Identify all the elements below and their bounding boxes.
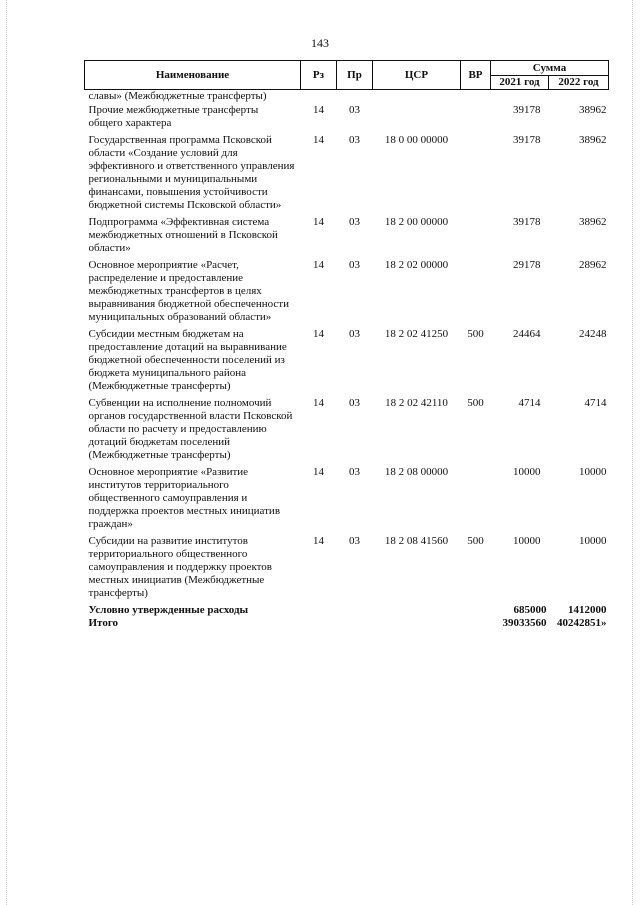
row-sum-2022: 10000 [579, 535, 607, 547]
row-csr: 18 2 08 41560 [384, 535, 449, 547]
table-row [85, 104, 609, 134]
row-rz: 14 [313, 535, 324, 547]
row-name: Субсидии на развитие институтов территориального общественного самоуправления и поддержку проектов местных инициатив (Межбюджетные трансферты) [88, 535, 272, 599]
table-row [85, 466, 609, 535]
row-csr: 18 2 02 00000 [384, 259, 449, 271]
total-sum-2022: 40242851» [557, 617, 607, 629]
row-rz: 14 [313, 104, 324, 116]
scan-edge-left [6, 0, 7, 905]
table-row [85, 259, 609, 328]
row-pr: 03 [349, 397, 360, 409]
total-name: Итого [88, 617, 119, 629]
row-sum-2021: 29178 [513, 259, 541, 271]
row-csr [373, 104, 461, 134]
row-csr: 18 2 08 00000 [384, 466, 449, 478]
row-csr: 18 2 02 42110 [385, 397, 448, 409]
row-sum-2022: 28962 [579, 259, 607, 271]
row-sum-2022: 38962 [579, 134, 607, 146]
table-row [85, 397, 609, 466]
row-vr: 500 [467, 328, 484, 340]
row-rz: 14 [313, 259, 324, 271]
row-vr [461, 134, 491, 216]
header-name: Наименование [85, 61, 301, 90]
row-name: Прочие межбюджетные трансферты общего характера [88, 104, 259, 129]
header-rz: Рз [301, 61, 337, 90]
total-row [85, 604, 609, 617]
row-name: Основное мероприятие «Расчет, распределение и предоставление межбюджетных трансфертов в целях выравнивания бюджетной обеспеченности муниципальных образований области» [88, 259, 289, 323]
row-pr: 03 [349, 535, 360, 547]
row-sum-2022: 24248 [579, 328, 607, 340]
row-csr: 18 2 00 00000 [384, 216, 449, 228]
row-vr [461, 90, 491, 105]
row-sum-2021: 10000 [513, 466, 541, 478]
table-header [85, 61, 609, 90]
row-pr: 03 [349, 104, 360, 116]
row-sum-2022: 38962 [579, 104, 607, 116]
row-sum-2022: 10000 [579, 466, 607, 478]
row-pr: 03 [349, 466, 360, 478]
row-name: Субвенции на исполнение полномочий органов государственной власти Псковской области по расчету и предоставлению дотаций бюджетам поселений (Межбюджетные трансферты) [88, 397, 293, 461]
total-sum-2022: 1412000 [568, 604, 607, 616]
row-name: Субсидии местным бюджетам на предоставление дотаций на выравнивание бюджетной обеспеченности поселений из бюджета муниципального района (Межбюджетные трансферты) [88, 328, 287, 392]
row-vr [461, 259, 491, 328]
row-pr: 03 [349, 216, 360, 228]
table-row [85, 216, 609, 259]
row-sum-2022: 38962 [579, 216, 607, 228]
row-csr [373, 90, 461, 105]
table-row [85, 328, 609, 397]
header-vr: ВР [461, 61, 491, 90]
row-vr [461, 104, 491, 134]
row-sum-2022 [549, 90, 609, 105]
header-sum: Сумма [491, 61, 609, 76]
row-rz: 14 [313, 397, 324, 409]
table-row [85, 90, 609, 105]
row-pr [337, 90, 373, 105]
header-year-2022: 2022 год [549, 76, 609, 90]
row-pr: 03 [349, 134, 360, 146]
page-number: 143 [311, 36, 329, 50]
row-rz: 14 [313, 134, 324, 146]
row-csr: 18 2 02 41250 [384, 328, 449, 340]
row-vr [461, 216, 491, 259]
row-pr: 03 [349, 259, 360, 271]
row-name: Подпрограмма «Эффективная система межбюджетных отношений в Псковской области» [88, 216, 278, 254]
row-sum-2021: 39178 [513, 216, 541, 228]
total-sum-2021: 685000 [513, 604, 547, 616]
row-vr: 500 [467, 535, 484, 547]
row-rz: 14 [313, 328, 324, 340]
row-name: славы» (Межбюджетные трансферты) [88, 90, 267, 102]
row-sum-2021: 4714 [518, 397, 541, 409]
total-name: Условно утвержденные расходы [88, 604, 249, 616]
row-name: Государственная программа Псковской области «Создание условий для эффективного и ответственного управления региональными и муниципальными финансами, повышения устойчивости бюджетной системы Псковской области» [88, 134, 295, 211]
budget-table [84, 60, 609, 630]
row-rz [301, 90, 337, 105]
row-sum-2022: 4714 [584, 397, 607, 409]
total-sum-2021: 39033560 [502, 617, 547, 629]
row-name: Основное мероприятие «Развитие институтов территориального общественного самоуправления и поддержка проектов местных инициатив граждан» [88, 466, 281, 530]
row-sum-2021: 10000 [513, 535, 541, 547]
row-vr: 500 [467, 397, 484, 409]
row-rz: 14 [313, 466, 324, 478]
row-sum-2021: 39178 [513, 104, 541, 116]
row-rz: 14 [313, 216, 324, 228]
row-csr: 18 0 00 00000 [384, 134, 449, 146]
header-csr: ЦСР [373, 61, 461, 90]
table-body [85, 90, 609, 631]
row-vr [461, 466, 491, 535]
row-sum-2021: 24464 [513, 328, 541, 340]
header-pr: Пр [337, 61, 373, 90]
row-pr: 03 [349, 328, 360, 340]
scan-edge-right [632, 0, 633, 905]
table-row [85, 134, 609, 216]
total-row [85, 617, 609, 630]
header-year-2021: 2021 год [491, 76, 549, 90]
row-sum-2021: 39178 [513, 134, 541, 146]
table-row [85, 535, 609, 604]
row-sum-2021 [491, 90, 549, 105]
